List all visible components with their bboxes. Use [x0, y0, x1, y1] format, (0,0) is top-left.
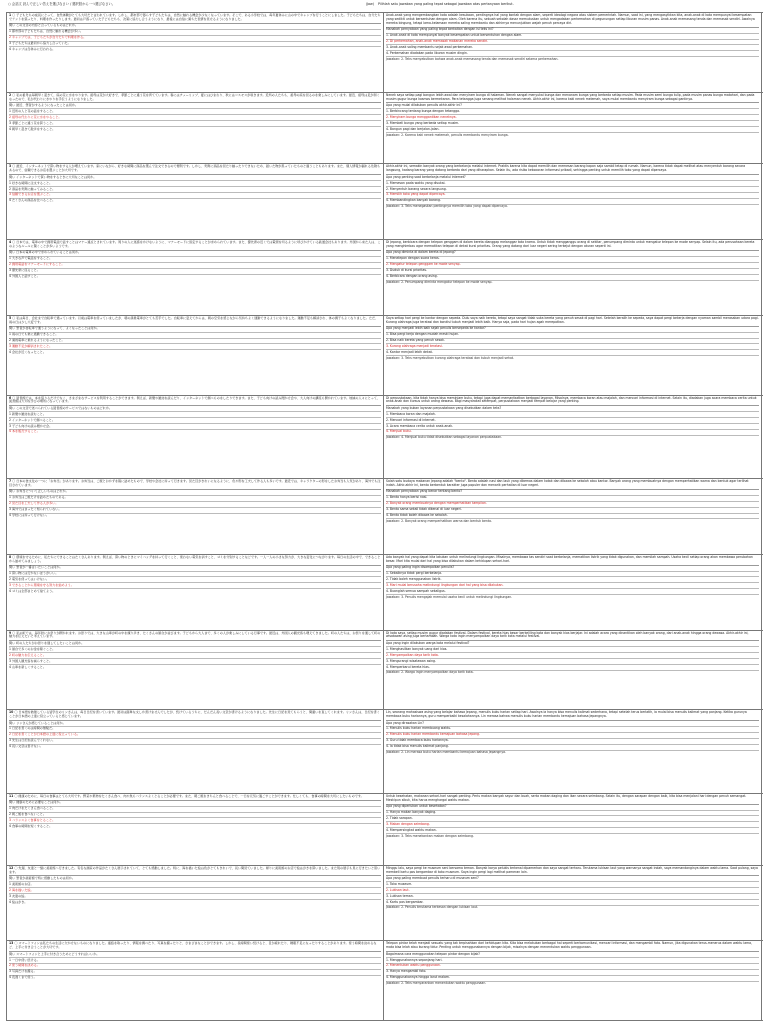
japanese-option[interactable]: 3 友達の絵。: [9, 893, 381, 899]
indonesian-question: Bagaimana cara menggunakan telepon pintar dengan bijak?: [386, 951, 759, 957]
japanese-passage-text: 〇 先週、友達と一緒に美術館へ行きました。有名な画家の作品がたくさん展示されていて、とても感動しました。特に、海を描いた絵は色がとてもきれいで、長い間見ていました。帰りに美術館のお店で絵はがきを買いました。また別の展示も見に行きたいと思います。: [9, 865, 381, 874]
indonesian-option[interactable]: 4. Menggunakannya hingga larut malam.: [386, 975, 759, 981]
japanese-passage: [9, 240, 381, 250]
question-row: [6, 395, 763, 479]
question-row: [6, 478, 763, 554]
japanese-question: 問い 日本の電車の中で求められていることは何か。: [9, 250, 381, 256]
japanese-option[interactable]: 3 できることから環境を守る努力を始めよう。: [9, 582, 381, 588]
indonesian-passage: Ada banyak hal yang dapat kita lakukan untuk melindungi lingkungan. Misalnya, membawa tas sendiri saat berbelanja, mematikan listrik yang tidak digunakan, dan memilah sampah. Usaha kecil setiap orang akan membawa perubahan besar. Mari kita mulai dari hal yang bisa dilakukan dalam kehidupan sehari-hari.: [386, 554, 753, 563]
indonesian-option[interactable]: 2. Mencari informasi di internet.: [386, 417, 759, 423]
indonesian-option[interactable]: 3. Guru tidak membaca buku hariannya.: [386, 738, 759, 744]
question-number: 7: [9, 479, 12, 484]
answer-explanation: Jawaban: 2. Teks menyebutkan bahwa anak-anak memasang tenda dan memasak sendiri selama perkemahan.: [386, 56, 759, 62]
japanese-option[interactable]: 4 山車を新しくすること。: [9, 664, 381, 670]
indonesian-option[interactable]: 1. Bento hanya berisi nasi.: [386, 495, 759, 501]
worksheet-page: [6, 3, 763, 1021]
answer-explanation: Jawaban: 2. Warga ingin menyampaikan daya tarik kota.: [386, 670, 759, 676]
japanese-option[interactable]: 4 朝早く起きて散歩をすること。: [9, 126, 381, 132]
indonesian-option[interactable]: 4. Menjual buku.: [386, 429, 759, 435]
japanese-option[interactable]: 3 海外ではまったく知られていない。: [9, 507, 381, 513]
japanese-passage: [9, 316, 381, 326]
answer-explanation: Jawaban: 3. Teks menekankan makan dengan seimbang.: [386, 833, 759, 839]
indonesian-cell: [384, 866, 762, 941]
header-left-tag: (Jaw): [365, 2, 374, 6]
question-number: 12: [9, 865, 14, 870]
indonesian-option[interactable]: 4. Perkemahan diadakan pada liburan musim dingin.: [386, 50, 759, 56]
japanese-passage: [9, 13, 381, 23]
question-number: 1: [9, 13, 12, 17]
japanese-option[interactable]: 3 子どもたちは最初から協力し合っていた。: [9, 41, 381, 47]
answer-explanation: Jawaban: 2. Penumpang diminta mengatur telepon ke mode senyap.: [386, 280, 759, 286]
question-number: 6: [9, 395, 12, 400]
japanese-option[interactable]: 4 食事の時間を短くすること。: [9, 823, 381, 829]
indonesian-passage: Untuk kesehatan, makanan sehari-hari sangat penting. Perlu makan banyak sayur dan buah, serta makan daging dan ikan secara seimbang. Selain itu, dengan sarapan dengan baik, kita bisa menjalani hari dengan penuh semangat. Meskipun sibuk, kita harus menghargai waktu makan.: [386, 793, 747, 802]
japanese-option[interactable]: 1 日記を書くのは時間の無駄だ。: [9, 726, 381, 732]
japanese-passage-text: 〇 環境を守るために、私たちにできることはたくさんあります。例えば、買い物のときにマイバッグを持って行くこと、使わない電気を消すこと、ゴミを分別することなどです。一人一人の小さな努力が、大きな変化につながります。毎日の生活の中で、できることから始めてみましょう。: [9, 554, 381, 563]
indonesian-option[interactable]: 2. Menyampaikan daya tarik kota.: [386, 652, 759, 658]
indonesian-option[interactable]: 3. Anak-anak saling membantu sejak awal perkemahan.: [386, 44, 759, 50]
question-row: [6, 12, 763, 92]
japanese-option[interactable]: 2 満員電車に乗れるようになったこと。: [9, 338, 381, 344]
indonesian-cell: [384, 710, 762, 793]
indonesian-option[interactable]: 4. Buanglah semua sampah sekaligus.: [386, 588, 759, 594]
japanese-passage: [9, 396, 381, 406]
question-row: [6, 554, 763, 630]
question-number: 13: [9, 941, 14, 946]
indonesian-option[interactable]: 4. Memperbarui kereta hias.: [386, 664, 759, 670]
indonesian-option[interactable]: 3. Memilih toko yang dapat dipercaya.: [386, 192, 759, 198]
japanese-question: 問い 最近、筆者がするようになったことは何か。: [9, 102, 381, 108]
indonesian-option[interactable]: 2. Tidak sarapan.: [386, 815, 759, 821]
japanese-cell: [6, 794, 384, 865]
answer-explanation: Jawaban: 2. Penulis terutama terkesan dengan lukisan laut.: [386, 905, 759, 911]
indonesian-option[interactable]: 1. Menelepon dengan suara keras.: [386, 256, 759, 262]
japanese-cell: [6, 555, 384, 630]
answer-explanation: Jawaban: 2. Lin merasa buku harian membantu kemajuan bahasa Jepangnya.: [386, 750, 759, 756]
answer-explanation: Jawaban: 3. Teks menegaskan pentingnya memilih toko yang dapat dipercaya.: [386, 204, 759, 210]
japanese-passage-text: 〇 私の祖母は毎朝早く起きて、庭の花に水をやります。祖母は花が大好きで、季節ごとに違う花を育てています。春にはチューリップ、夏にはひまわり、秋にはコスモスが咲きます。近所の人たちも、祖母の庭を見るのを楽しみにしています。最近、祖母は足が弱くなったので、私が代わりに水やりを手伝うようになりました。: [9, 92, 380, 101]
japanese-passage-text: 〇 私の町では、毎年秋にお祭りが開かれます。お祭りでは、大きな山車が町の中を練り歩き、たくさんの屋台が並びます。子どもから大人まで、多くの人が楽しみにしている行事です。最近は、外国人の観光客も増えてきました。町の人たちは、お祭りを通して町の魅力を伝えたいと考えています。: [9, 630, 381, 639]
japanese-option[interactable]: 1 新聞や雑誌を読むこと。: [9, 411, 381, 417]
japanese-cell: [6, 941, 384, 1020]
question-row: [6, 940, 763, 1021]
japanese-option[interactable]: 1 雨の日でも楽に通勤できること。: [9, 332, 381, 338]
indonesian-cell: [384, 479, 762, 554]
japanese-option[interactable]: 1 大きな声で電話をすること。: [9, 256, 381, 262]
japanese-option[interactable]: 3 写真だけを撮る。: [9, 969, 381, 975]
japanese-passage-text: 〇 スマートフォンは私たちの生活に欠かせないものになりました。連絡を取ったり、情報を調べたり、写真を撮ったりと、さまざまなことができます。しかし、長時間使い続けると、目が疲れたり、睡眠不足になったりすることがあります。使う時間を決めるなど、上手に付き合うことが大切です。: [9, 941, 377, 950]
indonesian-question: Apa yang mulai dilakukan penulis akhir-akhir ini?: [386, 102, 759, 108]
japanese-cell: [6, 93, 384, 164]
question-number: 2: [9, 92, 12, 97]
japanese-option[interactable]: 3 季節ごとに違う花を買うこと。: [9, 120, 381, 126]
indonesian-option[interactable]: 2. Tidak boleh menggunakan listrik.: [386, 576, 759, 582]
question-number: 10: [9, 710, 14, 715]
japanese-cell: [6, 479, 384, 554]
japanese-question: 問い インターネットで買い物をするときに大切なことは何か。: [9, 174, 381, 180]
japanese-option[interactable]: 3 バランスよく食事をとること。: [9, 817, 381, 823]
indonesian-cell: [384, 631, 762, 710]
indonesian-option[interactable]: 2. Mengatur telepon genggam ke mode senyap.: [386, 262, 759, 268]
japanese-option[interactable]: 2 海を描いた絵。: [9, 887, 381, 893]
question-row: [6, 315, 763, 395]
japanese-option[interactable]: 4 ゴミは全部まとめて捨てよう。: [9, 588, 381, 594]
japanese-passage-text: 〇 日本語を勉強している留学生のリンさんは、毎日日記を書いています。最初は簡単な文しか書けませんでしたが、続けているうちに、だんだん長い文章が書けるようになりました。先生に日記を見てもらうと、間違いを直してくれます。リンさんは、日記を書くことが日本語の上達に役立っていると感じています。: [9, 710, 380, 719]
japanese-question: 問い 筆者が一番言いたいことは何か。: [9, 565, 381, 571]
japanese-question: 問い この文章の内容と合っているものはどれか。: [9, 23, 381, 29]
japanese-option[interactable]: 2 朝ご飯を食べないこと。: [9, 812, 381, 818]
indonesian-option[interactable]: 4. Membandingkan banyak barang.: [386, 198, 759, 204]
indonesian-question: Apa yang penting saat berbelanja melalui internet?: [386, 174, 759, 180]
indonesian-option[interactable]: 1. Sebaiknya tidak pergi berbelanja.: [386, 571, 759, 577]
indonesian-question: Apa yang menjadi lebih baik sejak penulis bersepeda ke kantor?: [386, 326, 759, 332]
indonesian-cell: [384, 316, 762, 395]
indonesian-option[interactable]: 4. Berbicara dengan orang asing.: [386, 274, 759, 280]
japanese-question: 問い 健康のために必要なことは何か。: [9, 800, 381, 806]
japanese-option[interactable]: 1 屋台で多くのお金を稼ぐこと。: [9, 646, 381, 652]
question-number: 11: [9, 793, 14, 798]
indonesian-option[interactable]: 1. Toko museum.: [386, 881, 759, 887]
indonesian-question: Manakah pernyataan yang paling tepat berkaitan dengan isi teks ini?: [386, 27, 759, 33]
indonesian-cell: [384, 240, 762, 315]
question-row: [6, 793, 763, 865]
question-number: 8: [9, 554, 12, 559]
answer-explanation: Jawaban: 4. Menjual buku tidak disebutkan sebagai layanan perpustakaan.: [386, 435, 759, 441]
indonesian-option[interactable]: 1. Menulis buku harian membuang waktu.: [386, 726, 759, 732]
japanese-option[interactable]: 4 会社が近くなったこと。: [9, 349, 381, 355]
indonesian-cell: [384, 164, 762, 239]
header-left: [6, 3, 374, 7]
indonesian-option[interactable]: 2. Bisa naik kereta yang penuh sesak.: [386, 338, 759, 344]
japanese-option[interactable]: 4 学校には持って行けない。: [9, 513, 381, 519]
indonesian-option[interactable]: 2. Menyentuh barang secara langsung.: [386, 186, 759, 192]
indonesian-passage: Lin, seorang mahasiswa asing yang belajar bahasa Jepang, menulis buku harian setiap hari. Awalnya ia hanya bisa menulis kalimat sederhana, tetapi setelah terus berlatih, ia mulai bisa menulis kalimat yang panjang. Ketika gurunya membaca buku hariannya, guru memperbaiki kesalahannya. Lin merasa bahwa menulis buku harian membantu kemajuan bahasa Jepangnya.: [386, 710, 747, 719]
question-row: [6, 865, 763, 941]
indonesian-passage: Di perpustakaan, kita tidak hanya bisa meminjam buku, tetapi juga dapat memanfaatkan berbagai layanan. Misalnya, membaca koran atau majalah, dan mencari informasi di internet. Selain itu, diadakan juga acara membaca cerita untuk anak-anak dan kursus untuk orang dewasa. Bagi masyarakat setempat, perpustakaan menjadi tempat belajar yang penting.: [386, 395, 757, 404]
japanese-option[interactable]: 4 本を販売すること。: [9, 429, 381, 435]
japanese-option[interactable]: 4 外国人と話すこと。: [9, 274, 381, 280]
japanese-option[interactable]: 2 使う時間を決める。: [9, 963, 381, 969]
japanese-option[interactable]: 3 子ども向けの読み聞かせ会。: [9, 423, 381, 429]
answer-explanation: Jawaban: 3. Penulis mengajak memulai usaha kecil untuk melindungi lingkungan.: [386, 594, 759, 600]
japanese-passage-text: 〇 日本の食文化の一つに「お弁当」があります。お弁当は、ご飯とおかずを箱に詰めたもので、学校や会社に持って行きます。見た目がきれいになるように、色や形を工夫して作る人も多いです。最近では、キャラクターの形をしたお弁当も人気があり、海外でも注目されています。: [9, 479, 381, 488]
indonesian-question: Apa yang diminta di dalam kereta di Jepang?: [386, 250, 759, 256]
indonesian-option[interactable]: 1. Hanya makan banyak daging.: [386, 810, 759, 816]
answer-explanation: Jawaban: 2. Banyak orang memperhatikan warna dan bentuk bento.: [386, 518, 759, 524]
japanese-option[interactable]: 3 外国人観光客を減らすこと。: [9, 658, 381, 664]
indonesian-passage: Anak-anak yang mengembangkan kota adalah kesukaan, pentingnya hal yang kontak dengan alam, seperti ideologi negara atau sistem pemerintah. Namun, saat ini, yang mengasyikkan kita, anak-anak di kota mempunyai kesempatan yang sedikit untuk bersentuhan dengan alam. Oleh karena itu, sebuah sekolah dasar memutuskan untuk mengadakan perkemahan di pegunungan setiap liburan musim panas. Anak-anak memasang tenda dan memasak sendiri. Awalnya mereka bingung, tetapi lama-kelamaan mereka saling membantu dan akhirnya menunjukkan wajah penuh percaya diri.: [386, 13, 755, 25]
japanese-option[interactable]: 2 キャンプでは、子どもたちが自分たちで料理を作る。: [9, 35, 381, 41]
indonesian-option[interactable]: 2. Menyiram bunga menggantikan neneknya.: [386, 114, 759, 120]
indonesian-question: Apa yang diperlukan untuk kesehatan?: [386, 804, 759, 810]
indonesian-option[interactable]: 4. Mempersingkat waktu makan.: [386, 827, 759, 833]
indonesian-passage: Di kota saya, setiap musim gugur diadakan festival. Dalam festival, kereta hias besar berkeliling kota dan banyak kios berjajar. Ini adalah acara yang dinantikan oleh banyak orang, dari anak-anak hingga orang dewasa. Akhir-akhir ini, wisatawan asing juga bertambah. Warga kota ingin menyampaikan daya tarik kota melalui festival.: [386, 630, 749, 639]
indonesian-option[interactable]: 3. Makan dengan seimbang.: [386, 821, 759, 827]
indonesian-cell: [384, 396, 762, 479]
indonesian-option[interactable]: 3. Kurang olahraga menjadi teratasi.: [386, 343, 759, 349]
indonesian-option[interactable]: 1. Bisa pergi kerja dengan mudah meski hujan.: [386, 332, 759, 338]
japanese-question: 問い お弁当について正しいものはどれか。: [9, 489, 381, 495]
indonesian-passage: Minggu lalu, saya pergi ke museum seni bersama teman. Banyak karya pelukis terkenal dipamerkan dan saya sangat terharu. Terutama lukisan laut yang warnanya sangat indah, saya memandanginya dalam waktu lama. Saat pulang, saya membeli kartu pos bergambar di toko museum. Saya ingin pergi lagi melihat pameran lain.: [386, 865, 758, 874]
indonesian-passage: Telepon pintar telah menjadi sesuatu yang tak terpisahkan dari kehidupan kita. Kita bisa melakukan berbagai hal seperti berkomunikasi, mencari informasi, dan mengambil foto. Namun, jika digunakan terus-menerus dalam waktu lama, mata bisa lelah atau kurang tidur. Penting untuk menggunakannya dengan bijak, misalnya dengan menentukan waktu penggunaan.: [386, 941, 753, 950]
indonesian-option[interactable]: 3. Mengurangi wisatawan asing.: [386, 658, 759, 664]
header-left-title: ○ 会話文 読んで正しい答えを選びなさい / 選択肢から一つ選びなさい。: [8, 2, 116, 6]
japanese-question: 問い この文章で述べられている図書館のサービスではないものはどれか。: [9, 405, 381, 411]
indonesian-question: Manakah pernyataan yang benar tentang bento?: [386, 489, 759, 495]
japanese-passage-text: 〇 子どもたちの成長にとって、自然体験がとても大切だと言われています。しかし、都市部で暮らす子どもたちは、自然に触れる機会が少なくなっています。そこで、ある小学校では、毎年夏休みに山の中でキャンプを行うことにしました。子どもたちは、自分たちでテントを張ったり、料理を作ったりします。最初は戸惑っていた子どもたちも、次第に協力し合うようになり、最後には自信に満ちた表情を見せるようになりました。: [9, 13, 381, 21]
japanese-passage: [9, 631, 381, 641]
indonesian-option[interactable]: 3. Hanya mengambil foto.: [386, 969, 759, 975]
header-row: [6, 3, 763, 12]
japanese-option[interactable]: 1 一日中使い続ける。: [9, 957, 381, 963]
japanese-option[interactable]: 2 見た目を工夫して作る人が多い。: [9, 501, 381, 507]
question-number: 4: [9, 240, 12, 245]
answer-explanation: Jawaban: 2. Karena kaki nenek melemah, penulis membantu menyiram bunga.: [386, 132, 759, 138]
header-right-title: Pilihlah satu jawaban yang paling tepat sebagai jawaban atas pertanyaan berikut.: [378, 2, 514, 6]
japanese-option[interactable]: 2 祖母の代わりに花に水をやること。: [9, 114, 381, 120]
indonesian-option[interactable]: 4. Ia tidak bisa menulis kalimat panjang.: [386, 744, 759, 750]
japanese-cell: [6, 164, 384, 239]
japanese-option[interactable]: 3 運動不足が解消されたこと。: [9, 343, 381, 349]
question-row: [6, 163, 763, 239]
indonesian-option[interactable]: 2. Menentukan waktu penggunaan.: [386, 963, 759, 969]
japanese-option[interactable]: 1 買い物には行かないほうがいい。: [9, 571, 381, 577]
question-row: [6, 239, 763, 315]
japanese-option[interactable]: 4 たくさんの商品を比べること。: [9, 198, 381, 204]
indonesian-cell: [384, 93, 762, 164]
japanese-option[interactable]: 2 商品を実際に触ってみること。: [9, 186, 381, 192]
japanese-cell: [6, 396, 384, 479]
japanese-cell: [6, 316, 384, 395]
indonesian-option[interactable]: 3. Bento sama sekali tidak dikenal di luar negeri.: [386, 507, 759, 513]
question-row: [6, 630, 763, 710]
japanese-cell: [6, 866, 384, 941]
japanese-passage: [9, 941, 381, 951]
indonesian-passage: Di Jepang, berbicara dengan telepon genggam di dalam kereta dianggap melanggar tata krama. Untuk tidak mengganggu orang di sekitar, penumpang diminta untuk mengatur telepon ke mode senyap. Selain itu, ada perusahaan kereta yang menghimbau agar mematikan telepon di dekat kursi prioritas. Orang yang datang dari luar negeri sering terkejut dengan aturan seperti ini.: [386, 240, 755, 249]
indonesian-cell: [384, 555, 762, 630]
japanese-passage-text: 〇 日本では、電車の中で携帯電話で話すことはマナー違反とされています。周りの人に迷惑をかけないように、マナーモードに設定することが求められています。また、優先席の近くでは電源を切るように呼びかけている鉄道会社もあります。外国から来た人は、このようなルールに驚くことが多いようです。: [9, 240, 381, 249]
question-number: 5: [9, 315, 12, 320]
japanese-option[interactable]: 4 絵はがき。: [9, 899, 381, 905]
indonesian-option[interactable]: 3. Membeli bunga yang berbeda setiap musim.: [386, 120, 759, 126]
japanese-option[interactable]: 2 日記を書くことが日本語の上達に役立っている。: [9, 732, 381, 738]
indonesian-option[interactable]: 2. Menulis buku harian membantu kemajuan bahasa Jepang.: [386, 732, 759, 738]
indonesian-cell: [384, 941, 762, 1020]
japanese-passage: [9, 710, 381, 720]
japanese-question: 問い 筆者が美術館で特に感動したものは何か。: [9, 875, 381, 881]
indonesian-cell: [384, 13, 762, 92]
japanese-option[interactable]: 1 お弁当はご飯だけを詰めたものである。: [9, 495, 381, 501]
indonesian-option[interactable]: 1. Menggunakannya sepanjang hari.: [386, 957, 759, 963]
japanese-question: 問い 筆者が自転車で通うようになって、よくなったことは何か。: [9, 326, 381, 332]
japanese-passage-text: 〇 最近、インターネットで買い物をする人が増えています。家にいながら、好きな時間に商品を選んで注文できるので便利です。しかし、実際に商品を見たり触ったりできないため、届いた物が思っていたものと違うこともあります。また、個人情報が漏れる危険もあるので、信頼できるお店を選ぶことが大切です。: [9, 164, 381, 173]
indonesian-option[interactable]: 1. Anak-anak di kota mempunyai banyak kesempatan untuk bersentuhan dengan alam.: [386, 33, 759, 39]
japanese-option[interactable]: 3 先生は日記を読んでくれない。: [9, 738, 381, 744]
indonesian-question: Apa yang dirasakan Lin?: [386, 720, 759, 726]
indonesian-option[interactable]: 1. Berbincang tentang bunga dengan tetangga.: [386, 108, 759, 114]
indonesian-option[interactable]: 1. Memesan pada waktu yang disukai.: [386, 180, 759, 186]
indonesian-passage: Nenek saya setiap pagi bangun lebih awal dan menyiram bunga di halaman. Nenek sangat menyukai bunga dan menanam bunga yang berbeda setiap musim. Pada musim semi bunga tulip, pada musim panas bunga matahari, dan pada musim gugur bunga kosmos bermekaran. Para tetangga juga senang melihat halaman nenek. Akhir-akhir ini, karena kaki nenek melemah, saya mulai membantu menyiram bunga sebagai gantinya.: [386, 92, 755, 101]
japanese-passage: [9, 555, 381, 565]
indonesian-option[interactable]: 4. Bangun pagi dan berjalan-jalan.: [386, 126, 759, 132]
japanese-passage: [9, 866, 381, 876]
japanese-passage-text: 〇 私は毎日、会社まで自転車で通っています。以前は電車を使っていましたが、朝の満員電車がとても苦手でした。自転車に変えてからは、朝の空気を感じながら気持ちよく通勤できるようになりました。運動不足も解消され、体の調子もよくなりました。ただ、雨の日は少し大変です。: [9, 315, 379, 324]
japanese-question: 問い 町の人たちがお祭りを通してしたいことは何か。: [9, 640, 381, 646]
indonesian-option[interactable]: 2. Lukisan laut.: [386, 887, 759, 893]
japanese-passage-text: 〇 健康のために、毎日の食事はとても大切です。野菜や果物をたくさん食べ、肉や魚もバランスよくとることが必要です。また、朝ご飯をきちんと食べることで、一日を元気に過ごすことができます。忙しくても、食事の時間を大切にしたいものです。: [14, 793, 364, 798]
japanese-option[interactable]: 1 肉だけをたくさん食べること。: [9, 806, 381, 812]
question-row: [6, 92, 763, 164]
indonesian-option[interactable]: 2. Banyak orang membuatnya dengan memperhatikan tampilan.: [386, 501, 759, 507]
indonesian-option[interactable]: 4. Bento tidak boleh dibawa ke sekolah.: [386, 513, 759, 519]
indonesian-passage: Akhir-akhir ini, semakin banyak orang yang berbelanja melalui internet. Praktis karena kita dapat memilih dan memesan barang kapan saja sambil tetap di rumah. Namun, karena tidak dapat melihat atau menyentuh barang secara langsung, kadang barang yang datang berbeda dari yang diharapkan. Selain itu, ada risiko kebocoran informasi pribadi, sehingga penting untuk memilih toko yang dapat dipercaya.: [386, 164, 746, 173]
answer-explanation: Jawaban: 2. Teks menyarankan menentukan waktu penggunaan.: [386, 981, 759, 987]
indonesian-option[interactable]: 4. Kartu pos bergambar.: [386, 899, 759, 905]
japanese-option[interactable]: 4 夜遅くまで使う。: [9, 975, 381, 981]
indonesian-option[interactable]: 4. Kantor menjadi lebih dekat.: [386, 349, 759, 355]
japanese-option[interactable]: 2 町の魅力を伝えること。: [9, 652, 381, 658]
indonesian-passage: Salah satu budaya makanan Jepang adalah "bento". Bento adalah nasi dan lauk yang dikemas dalam kotak dan dibawa ke sekolah atau kantor. Banyak orang yang membuatnya dengan memperhatikan warna dan bentuk agar terlihat indah. Akhir-akhir ini, bento berbentuk karakter juga populer dan menarik perhatian di luar negeri.: [386, 479, 749, 488]
indonesian-option[interactable]: 3. Lukisan teman.: [386, 893, 759, 899]
question-row: [6, 709, 763, 793]
japanese-option[interactable]: 2 電気を使ってはいけない。: [9, 576, 381, 582]
japanese-passage-text: 〇 図書館では、本を借りるだけでなく、さまざまなサービスを利用することができます。例えば、新聞や雑誌を読んだり、インターネットで調べものをしたりできます。また、子ども向けの読み聞かせ会や、大人向けの講座も開かれています。地域の人々にとって、図書館は大切な学びの場所になっています。: [9, 395, 381, 404]
japanese-passage: [9, 164, 381, 174]
japanese-option[interactable]: 4 キャンプは冬休みに行われる。: [9, 46, 381, 52]
indonesian-option[interactable]: 3. Mari mulai berusaha melindungi lingkungan dari hal yang bisa dilakukan.: [386, 582, 759, 588]
japanese-option[interactable]: 1 近所の人と花の話をすること。: [9, 108, 381, 114]
indonesian-passage: Saya setiap hari pergi ke kantor dengan sepeda. Dulu saya naik kereta, tetapi saya sangat tidak suka kereta yang penuh sesak di pagi hari. Setelah beralih ke sepeda, saya dapat pergi bekerja dengan nyaman sambil merasakan udara pagi. Kurang olahraga juga teratasi dan kondisi tubuh menjadi lebih baik. Hanya saja, pada hari hujan agak merepotkan.: [386, 315, 759, 324]
japanese-passage: [9, 479, 381, 489]
indonesian-option[interactable]: 2. Di perkemahan, anak-anak memasak makanan mereka sendiri.: [386, 39, 759, 45]
japanese-passage: [9, 93, 381, 103]
japanese-cell: [6, 13, 384, 92]
indonesian-question: Apa yang paling membuat penulis terharu di museum seni?: [386, 875, 759, 881]
japanese-cell: [6, 710, 384, 793]
indonesian-option[interactable]: 1. Menghasilkan banyak uang dari kios.: [386, 646, 759, 652]
answer-explanation: Jawaban: 3. Teks menyebutkan kurang olahraga teratasi dan tubuh menjadi sehat.: [386, 355, 759, 361]
japanese-option[interactable]: 1 都市部の子どもたちは、自然に触れる機会が多い。: [9, 29, 381, 35]
japanese-question: 問い リンさんが感じていることは何か。: [9, 720, 381, 726]
japanese-option[interactable]: 1 美術館のお店。: [9, 881, 381, 887]
indonesian-question: Manakah yang bukan layanan perpustakaan yang disebutkan dalam teks?: [386, 405, 759, 411]
japanese-cell: [6, 631, 384, 710]
indonesian-cell: [384, 794, 762, 865]
japanese-cell: [6, 240, 384, 315]
question-number: 3: [9, 164, 12, 169]
indonesian-option[interactable]: 3. Duduk di kursi prioritas.: [386, 268, 759, 274]
japanese-option[interactable]: 3 優先席に座ること。: [9, 268, 381, 274]
japanese-option[interactable]: 2 携帯電話をマナーモードにすること。: [9, 262, 381, 268]
japanese-option[interactable]: 4 長い文章は書けない。: [9, 744, 381, 750]
indonesian-question: Apa yang ingin dilakukan warga kota melalui festival?: [386, 640, 759, 646]
japanese-option[interactable]: 2 インターネットで調べること。: [9, 417, 381, 423]
japanese-question: 問い スマートフォンと上手に付き合うためにどうすればいいか。: [9, 951, 381, 957]
indonesian-question: Apa yang paling ingin disampaikan penulis?: [386, 565, 759, 571]
indonesian-option[interactable]: 3. Acara membaca cerita untuk anak-anak.: [386, 423, 759, 429]
indonesian-option[interactable]: 1. Membaca koran dan majalah.: [386, 411, 759, 417]
question-rows: [6, 12, 763, 1021]
question-number: 9: [9, 630, 12, 635]
japanese-option[interactable]: 3 信頼できるお店を選ぶこと。: [9, 192, 381, 198]
japanese-option[interactable]: 1 好きな時間に注文すること。: [9, 180, 381, 186]
